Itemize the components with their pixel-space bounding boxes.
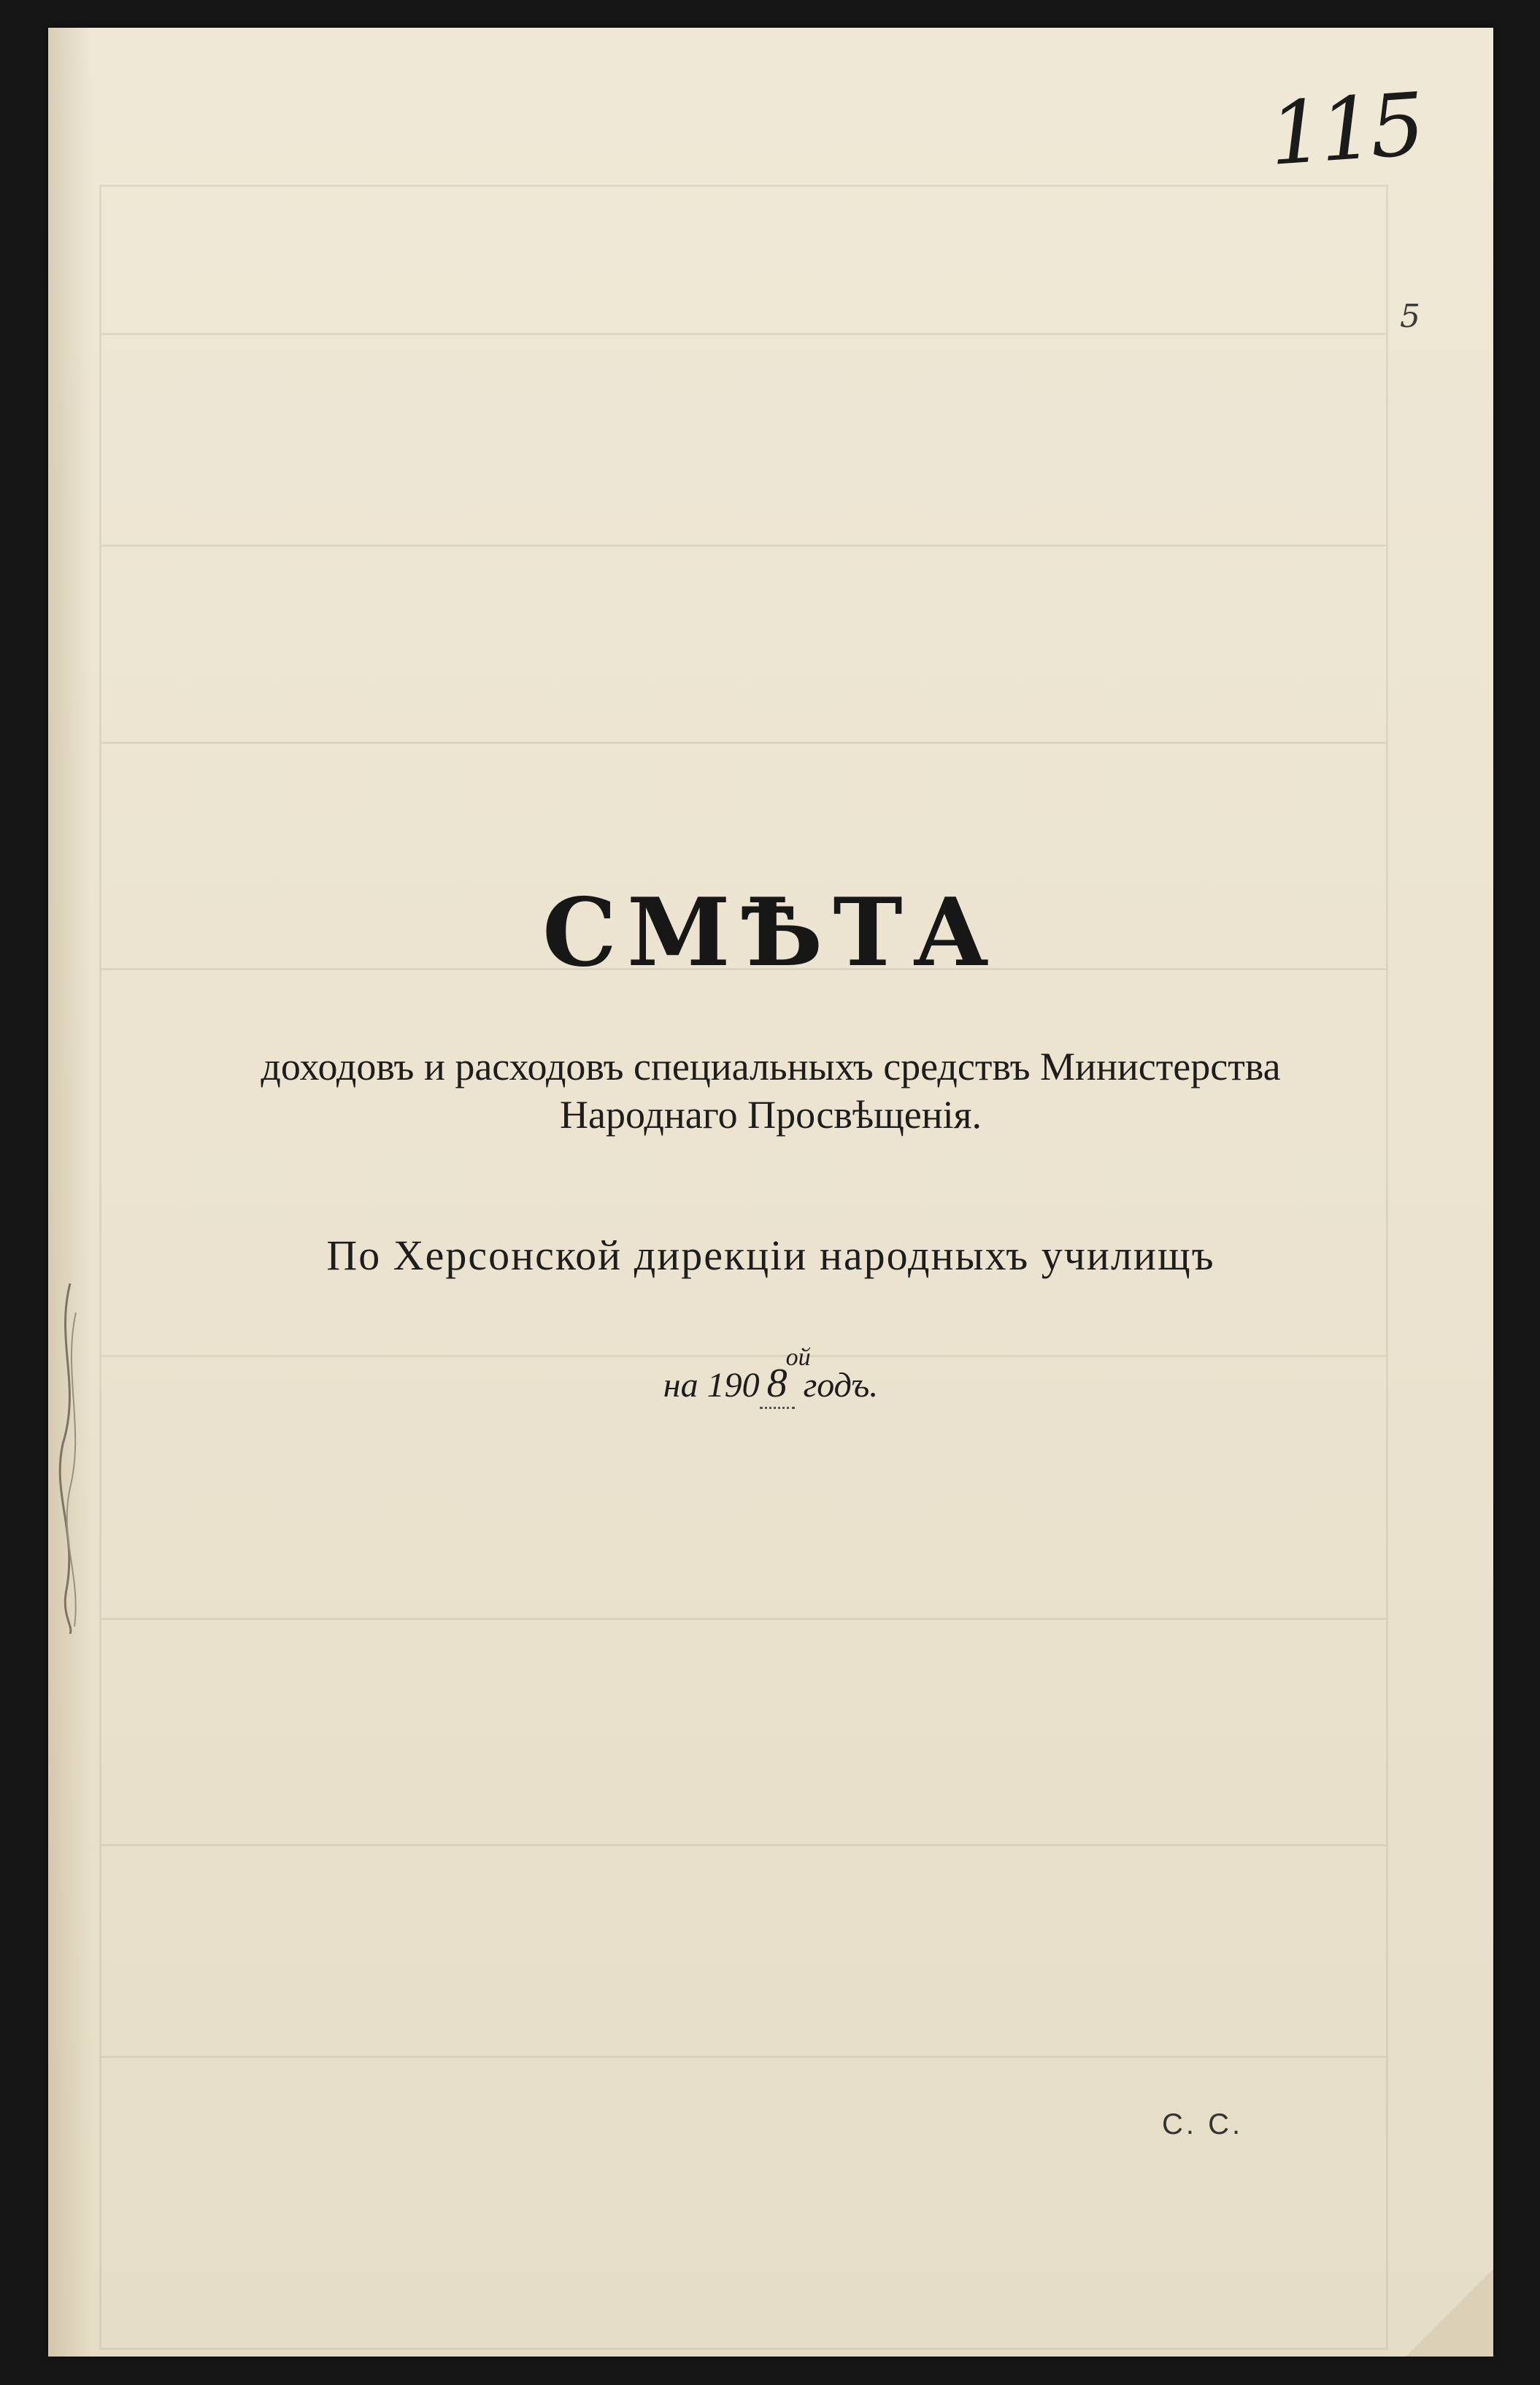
archive-page-number: 115 — [1266, 73, 1424, 185]
ghost-rule — [101, 333, 1386, 335]
year-digit: 8 — [766, 1361, 788, 1406]
ghost-rule — [101, 1618, 1386, 1620]
ghost-rule — [101, 742, 1386, 744]
year-suffix: ой — [785, 1344, 811, 1371]
document-title: СМѢТА — [542, 878, 999, 988]
ghost-rule — [101, 1844, 1386, 1846]
ghost-rule — [101, 2056, 1386, 2058]
ghost-rule — [101, 1355, 1386, 1357]
ghost-rule — [101, 545, 1386, 547]
page-mark: 5 — [1400, 298, 1420, 335]
year-word: годъ. — [803, 1366, 879, 1405]
directorate-line: По Херсонской дирекціи народныхъ училищъ — [326, 1232, 1215, 1279]
document-subtitle: доходовъ и расходовъ специальныхъ средствъ Министерства Народнаго Просвѣщенія. — [261, 1045, 1281, 1137]
year-line — [48, 1344, 1493, 1409]
document-page — [48, 28, 1493, 2357]
year-handwritten-digit — [760, 1344, 811, 1409]
year-prefix: на 190 — [663, 1366, 760, 1405]
binding-thread — [48, 1283, 91, 1634]
initials: С. С. — [1162, 2108, 1244, 2140]
